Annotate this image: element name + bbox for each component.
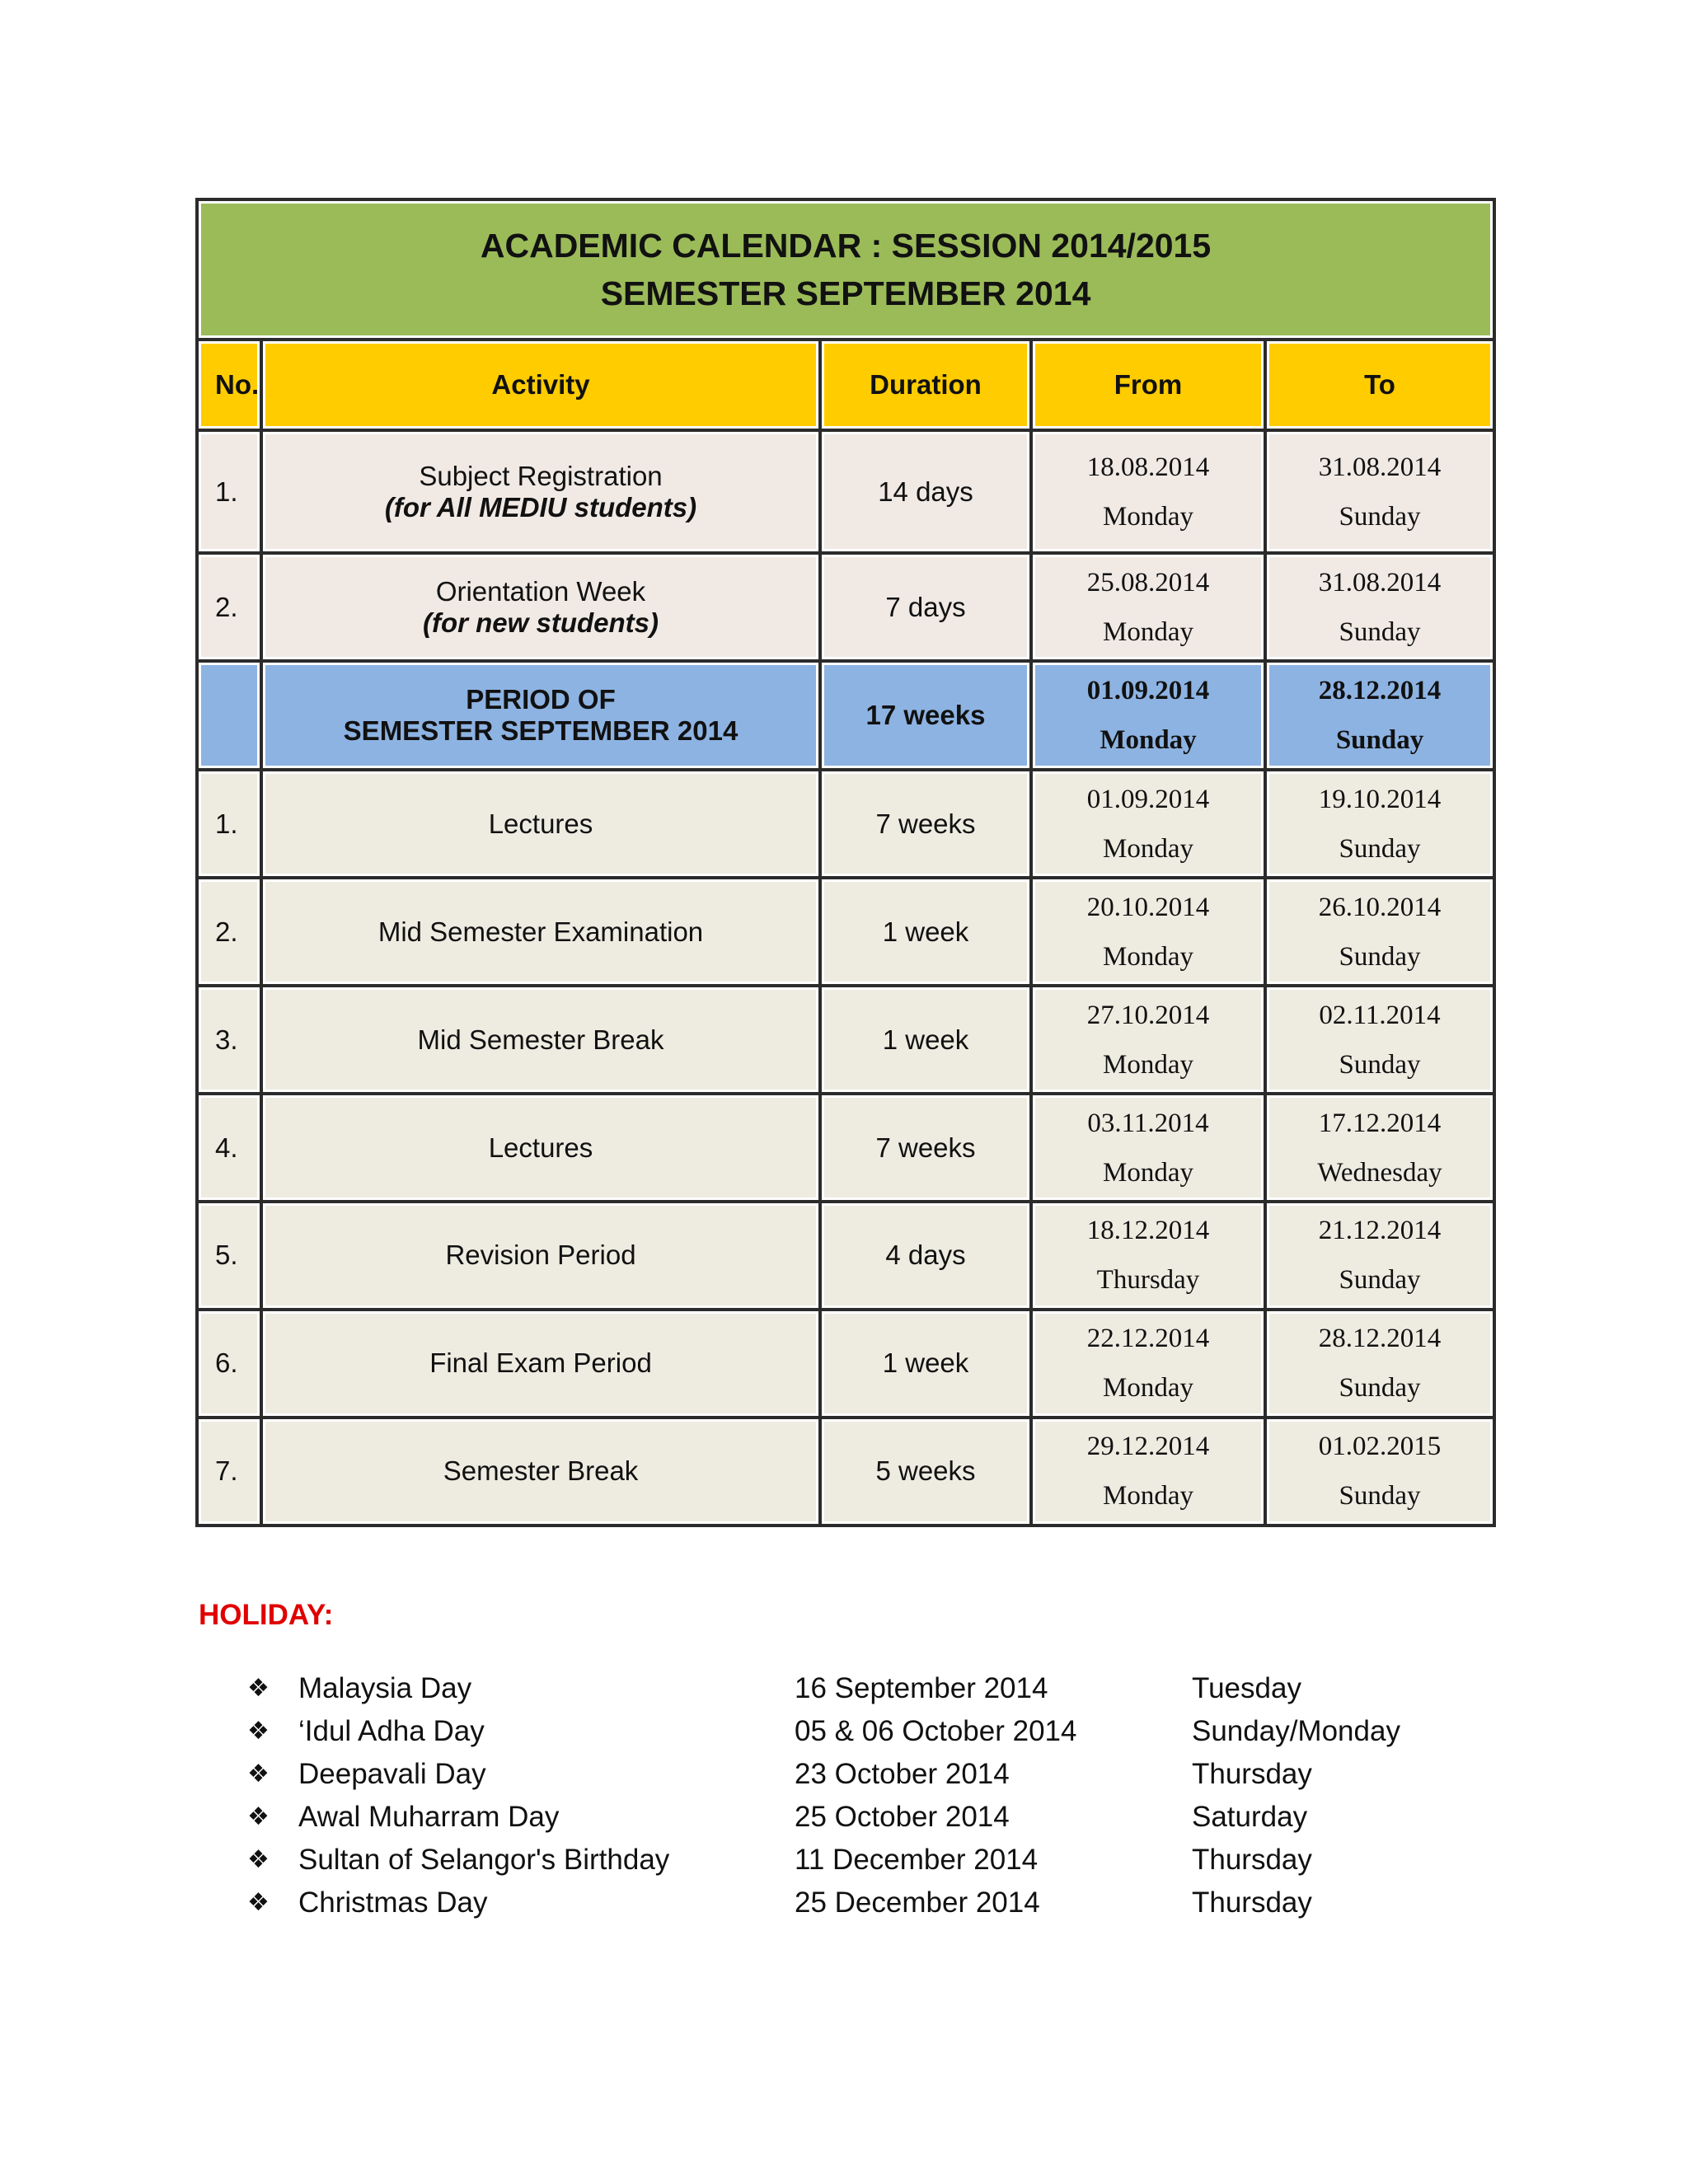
from-date: 18.08.2014 [1086,452,1210,482]
to-day: Wednesday [1317,1157,1442,1188]
holiday-day: Thursday [1192,1844,1312,1876]
row-duration: 1 week [820,986,1031,1094]
activity-label: Subject Registration [419,460,663,491]
row-from [1031,770,1265,878]
row-duration: 1 week [820,878,1031,986]
row-number: 3. [197,986,261,1094]
from-date: 01.09.2014 [1086,784,1210,814]
table-row [197,1418,1494,1526]
row-to [1265,770,1494,878]
to-day: Sunday [1335,725,1424,756]
row-from [1031,1094,1265,1202]
row-from [1031,986,1265,1094]
from-date: 18.12.2014 [1086,1216,1210,1246]
period-line-1: PERIOD OF [466,684,616,715]
row-to [1265,1094,1494,1202]
row-from [1031,430,1265,553]
header-activity: Activity [261,340,820,430]
row-duration: 1 week [820,1310,1031,1418]
row-from [1031,1202,1265,1310]
holiday-item [0,1753,1688,1796]
row-activity: Final Exam Period [261,1310,820,1418]
table-row [197,1094,1494,1202]
holiday-item [0,1796,1688,1839]
to-day: Sunday [1339,1373,1421,1404]
from-day: Monday [1103,1481,1193,1511]
from-date: 22.12.2014 [1086,1324,1210,1354]
row-duration: 14 days [820,430,1031,553]
table-row [197,770,1494,878]
table-row [197,986,1494,1094]
diamond-bullet-icon: ❖ [247,1760,270,1788]
row-activity: Revision Period [261,1202,820,1310]
to-date: 26.10.2014 [1318,892,1442,922]
from-date: 20.10.2014 [1086,892,1210,922]
to-day: Sunday [1339,1481,1421,1511]
table-row [197,1202,1494,1310]
header-from: From [1031,340,1265,430]
row-duration: 7 weeks [820,1094,1031,1202]
to-day: Sunday [1339,501,1421,532]
holiday-day: Thursday [1192,1886,1312,1919]
activity-note: (for All MEDIU students) [384,491,697,523]
diamond-bullet-icon: ❖ [247,1674,270,1703]
row-number: 1. [197,770,261,878]
holiday-name: Deepavali Day [298,1758,486,1790]
title-line-1: ACADEMIC CALENDAR : SESSION 2014/2015 [480,227,1212,265]
table-row [197,553,1494,661]
row-from [1031,1310,1265,1418]
header-duration: Duration [820,340,1031,430]
holiday-date: 23 October 2014 [795,1758,1010,1790]
row-to [1265,1310,1494,1418]
to-date: 19.10.2014 [1318,784,1442,814]
to-date: 21.12.2014 [1318,1216,1442,1246]
table-row [197,430,1494,553]
to-date: 01.02.2015 [1318,1432,1442,1462]
holiday-day: Sunday/Monday [1192,1715,1400,1747]
row-activity: Mid Semester Break [261,986,820,1094]
holiday-name: Christmas Day [298,1886,488,1919]
holiday-item [0,1839,1688,1882]
holiday-item [0,1882,1688,1924]
academic-calendar-table [195,198,1496,1527]
diamond-bullet-icon: ❖ [247,1845,270,1874]
row-number: 2. [197,878,261,986]
row-number: 2. [197,553,261,661]
activity-label: Orientation Week [435,575,646,607]
from-day: Monday [1100,725,1197,756]
row-number: 6. [197,1310,261,1418]
row-from [1031,878,1265,986]
table-row [197,1310,1494,1418]
holiday-date: 05 & 06 October 2014 [795,1715,1077,1747]
table-row [197,878,1494,986]
holiday-item [0,1710,1688,1753]
row-to [1265,430,1494,553]
row-to [1265,878,1494,986]
to-day: Sunday [1339,941,1421,972]
title-row [197,199,1494,340]
from-day: Monday [1103,941,1193,972]
to-day: Sunday [1339,1265,1421,1296]
to-date: 28.12.2014 [1318,1324,1442,1354]
to-date: 31.08.2014 [1318,452,1442,482]
holiday-item [0,1667,1688,1710]
holiday-day: Thursday [1192,1758,1312,1790]
from-day: Thursday [1096,1265,1200,1296]
row-activity: Lectures [261,770,820,878]
row-number: 1. [197,430,261,553]
from-day: Monday [1103,1373,1193,1404]
holiday-name: Malaysia Day [298,1672,472,1704]
from-day: Monday [1103,501,1193,532]
to-date: 17.12.2014 [1318,1108,1442,1138]
to-date: 28.12.2014 [1318,676,1442,706]
holiday-date: 25 October 2014 [795,1801,1010,1833]
row-from [1031,1418,1265,1526]
from-date: 03.11.2014 [1087,1108,1209,1138]
row-number [197,661,261,770]
row-to [1265,986,1494,1094]
from-day: Monday [1103,1157,1193,1188]
row-to [1265,1202,1494,1310]
holiday-name: Sultan of Selangor's Birthday [298,1844,670,1876]
from-day: Monday [1103,1049,1193,1080]
row-duration: 7 weeks [820,770,1031,878]
header-no: No. [197,340,261,430]
from-date: 29.12.2014 [1086,1432,1210,1462]
holiday-heading: HOLIDAY: [199,1599,334,1631]
holiday-date: 25 December 2014 [795,1886,1040,1919]
diamond-bullet-icon: ❖ [247,1802,270,1831]
period-from [1031,661,1265,770]
holiday-day: Tuesday [1192,1672,1301,1704]
from-date: 27.10.2014 [1086,1000,1210,1030]
to-day: Sunday [1339,1049,1421,1080]
header-row [197,340,1494,430]
row-activity: Semester Break [261,1418,820,1526]
holiday-day: Saturday [1192,1801,1308,1833]
holiday-name: Awal Muharram Day [298,1801,560,1833]
holiday-date: 11 December 2014 [795,1844,1039,1876]
row-to [1265,553,1494,661]
row-duration: 4 days [820,1202,1031,1310]
title-line-2: SEMESTER SEPTEMBER 2014 [600,274,1091,313]
semester-period-row [197,661,1494,770]
row-activity [261,553,820,661]
period-activity [261,661,820,770]
row-to [1265,1418,1494,1526]
row-number: 7. [197,1418,261,1526]
row-from [1031,553,1265,661]
row-number: 5. [197,1202,261,1310]
row-duration: 7 days [820,553,1031,661]
from-date: 25.08.2014 [1086,567,1210,598]
diamond-bullet-icon: ❖ [247,1888,270,1917]
to-day: Sunday [1339,833,1421,864]
row-activity: Lectures [261,1094,820,1202]
to-day: Sunday [1339,616,1421,647]
activity-note: (for new students) [423,607,659,638]
from-day: Monday [1103,833,1193,864]
period-to [1265,661,1494,770]
header-to: To [1265,340,1494,430]
from-day: Monday [1103,616,1193,647]
row-duration: 5 weeks [820,1418,1031,1526]
period-duration: 17 weeks [820,661,1031,770]
calendar-title [197,199,1494,340]
row-number: 4. [197,1094,261,1202]
period-line-2: SEMESTER SEPTEMBER 2014 [343,715,738,747]
from-date: 01.09.2014 [1086,676,1210,706]
holiday-name: ‘Idul Adha Day [298,1715,485,1747]
to-date: 31.08.2014 [1318,567,1442,598]
to-date: 02.11.2014 [1319,1000,1441,1030]
row-activity [261,430,820,553]
diamond-bullet-icon: ❖ [247,1717,270,1746]
row-activity: Mid Semester Examination [261,878,820,986]
holiday-date: 16 September 2014 [795,1672,1048,1704]
